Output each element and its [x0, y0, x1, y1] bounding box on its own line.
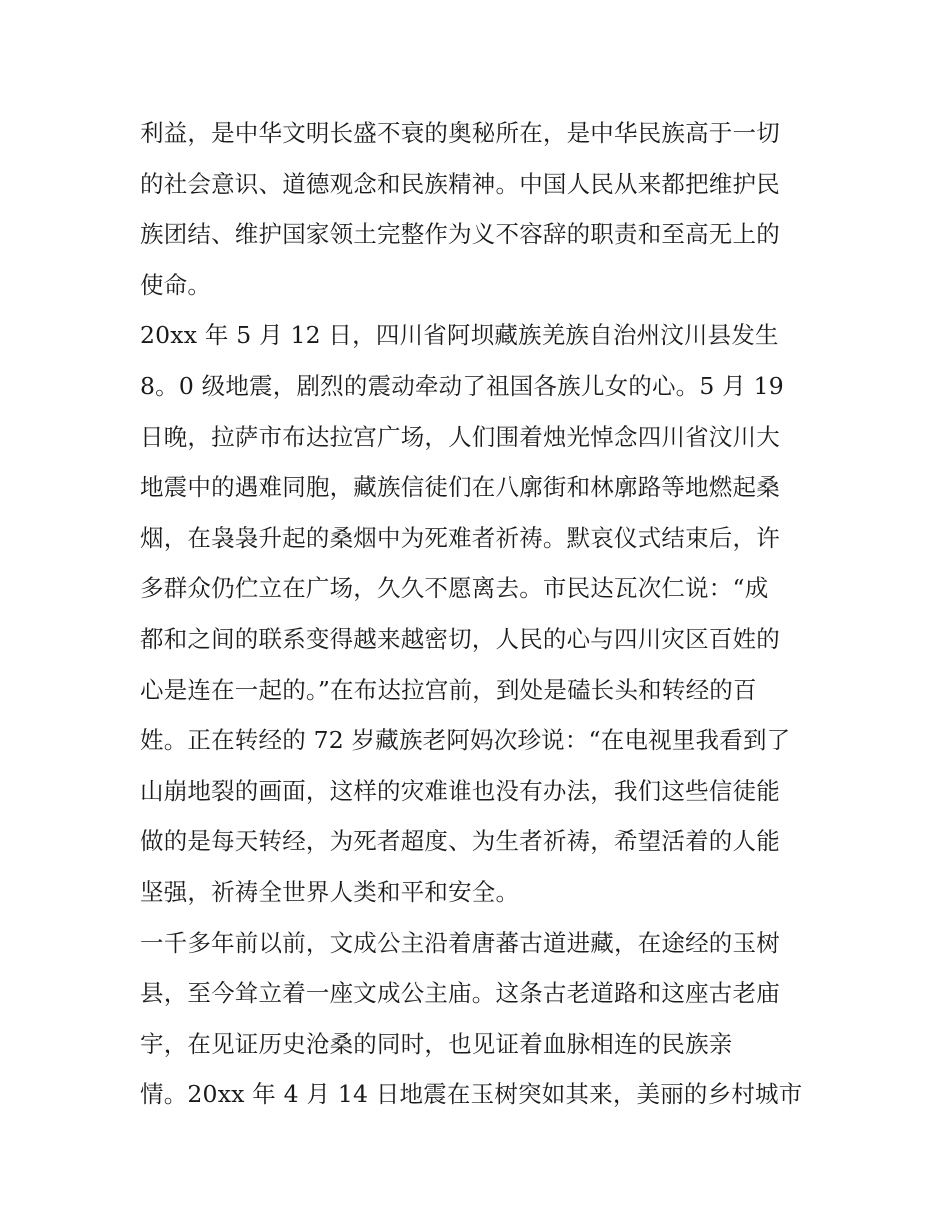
text-line: 都和之间的联系变得越来越密切，人民的心与四川灾区百姓的 [140, 624, 780, 653]
text-line: 利益，是中华文明长盛不衰的奥秘所在，是中华民族高于一切 [140, 119, 780, 147]
text-line: 坚强，祈祷全世界人类和平和安全。 [140, 877, 520, 906]
text-line: 山崩地裂的画面，这样的灾难谁也没有办法，我们这些信徒能 [140, 776, 780, 805]
text-line: 族团结、维护国家领土完整作为义不容辞的职责和至高无上的 [140, 220, 780, 249]
text-line: 宇，在见证历史沧桑的同时，也见证着血脉相连的民族亲 [140, 1029, 733, 1058]
text-line: 烟，在袅袅升起的桑烟中为死难者祈祷。默哀仪式结束后，许 [140, 523, 780, 552]
text-line: 多群众仍伫立在广场，久久不愿离去。市民达瓦次仁说：“成 [140, 574, 769, 603]
text-line: 20xx 年 5 月 12 日，四川省阿坝藏族羌族自治州汶川县发生 [140, 321, 779, 350]
text-line: 做的是每天转经，为死者超度、为生者祈祷，希望活着的人能 [140, 827, 780, 856]
text-line: 心是连在一起的。”在布达拉宫前，到处是磕长头和转经的百 [140, 675, 757, 704]
text-line: 情。20xx 年 4 月 14 日地震在玉树突如其来，美丽的乡村城市 [140, 1080, 803, 1109]
document-body [140, 108, 820, 1120]
text-line: 县，至今耸立着一座文成公主庙。这条古老道路和这座古老庙 [140, 979, 780, 1008]
text-line: 使命。 [140, 270, 212, 299]
text-line: 8。0 级地震，剧烈的震动牵动了祖国各族儿女的心。5 月 19 [140, 371, 784, 400]
text-line: 一千多年前以前，文成公主沿着唐蕃古道进藏，在途经的玉树 [140, 928, 780, 957]
text-line: 地震中的遇难同胞，藏族信徒们在八廓街和林廓路等地燃起桑 [140, 473, 780, 502]
text-line: 的社会意识、道德观念和民族精神。中国人民从来都把维护民 [140, 169, 780, 198]
text-line: 姓。正在转经的 72 岁藏族老阿妈次珍说：“在电视里我看到了 [140, 726, 791, 755]
text-line: 日晚，拉萨市布达拉宫广场，人们围着烛光悼念四川省汶川大 [140, 422, 780, 451]
